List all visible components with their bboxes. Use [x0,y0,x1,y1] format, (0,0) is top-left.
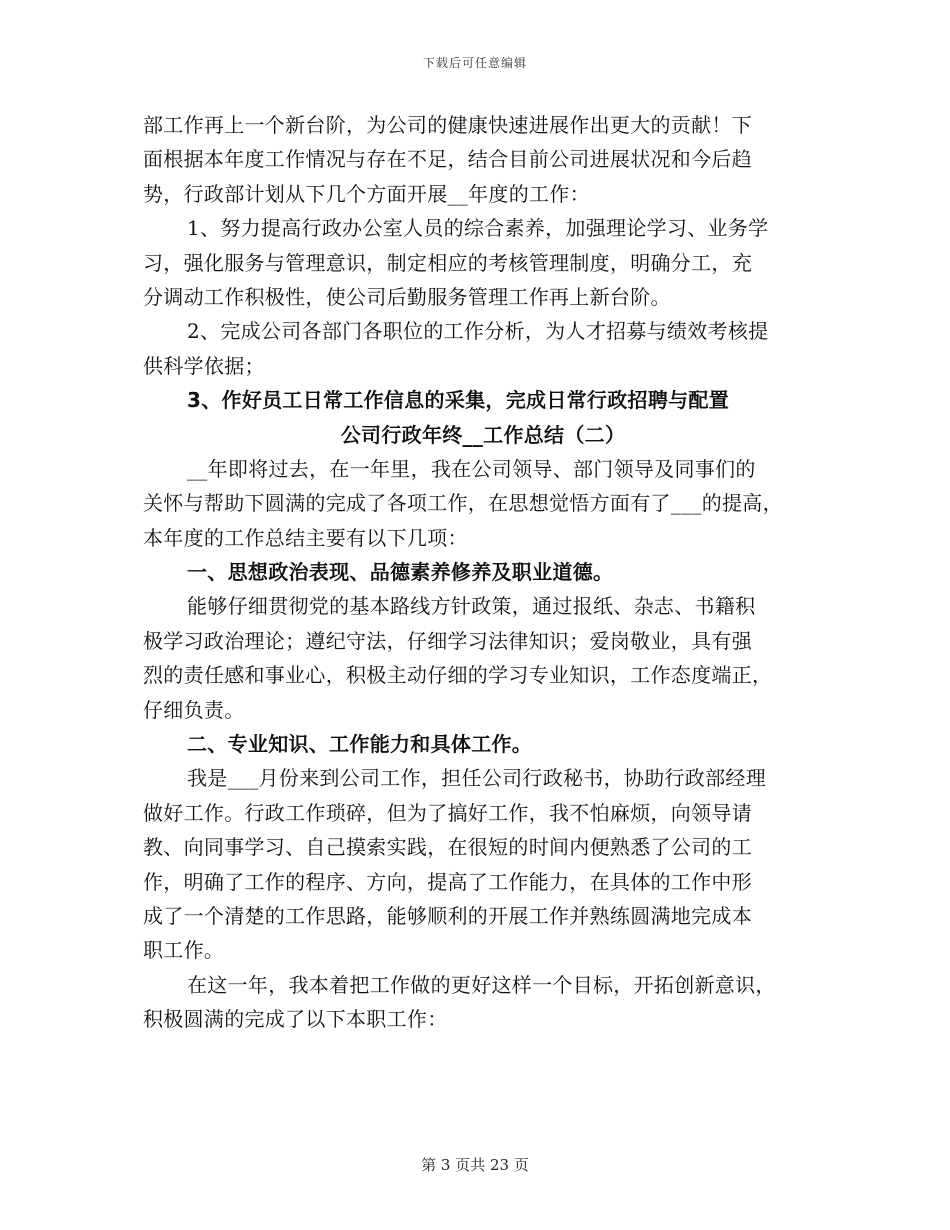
text-line: 仔细负责。 [143,697,245,722]
text-line: 供科学依据； [143,353,265,378]
text-line: 本年度的工作总结主要有以下几项： [143,525,468,550]
text-line: 极学习政治理论；遵纪守法，仔细学习法律知识；爱岗敬业，具有强 [143,628,752,653]
text-line: 做好工作。行政工作琐碎，但为了搞好工作，我不怕麻烦，向领导请 [143,800,752,825]
text-line: 关怀与帮助下圆满的完成了各项工作，在思想觉悟方面有了___的提高， [143,491,783,516]
document-body [143,108,823,1037]
bold-item-line: 3、作好员工日常工作信息的采集，完成日常行政招聘与配置 [187,388,730,413]
page-header: 下载后可任意编辑 [422,56,527,70]
text-line: 积极圆满的完成了以下本职工作： [143,1007,448,1032]
text-line: 1、努力提高行政办公室人员的综合素养，加强理论学习、业务学 [187,216,769,241]
text-line: 面根据本年度工作情况与存在不足，结合目前公司进展状况和今后趋 [143,147,752,172]
section-heading: 一、思想政治表现、品德素养修养及职业道德。 [187,560,614,585]
text-line: 我是___月份来到公司工作，担任公司行政秘书，协助行政部经理 [187,766,766,791]
text-line: 能够仔细贯彻党的基本路线方针政策，通过报纸、杂志、书籍积 [187,594,756,619]
text-line: 习，强化服务与管理意识，制定相应的考核管理制度，明确分工，充 [143,250,752,275]
text-line: 成了一个清楚的工作思路，能够顺利的开展工作并熟练圆满地完成本 [143,903,752,928]
text-line: 职工作。 [143,938,225,963]
text-line: 在这一年，我本着把工作做的更好这样一个目标，开拓创新意识， [187,972,776,997]
section-title: 公司行政年终__工作总结（二） [340,422,626,447]
text-line: 2、完成公司各部门各职位的工作分析，为人才招募与绩效考核提 [187,319,769,344]
text-line: 作，明确了工作的程序、方向，提高了工作能力，在具体的工作中形 [143,869,752,894]
text-line: 部工作再上一个新台阶，为公司的健康快速进展作出更大的贡献！下 [143,113,752,137]
text-line: __年即将过去，在一年里，我在公司领导、部门领导及同事们的 [187,456,756,481]
text-line: 烈的责任感和事业心，积极主动仔细的学习专业知识，工作态度端正， [143,663,773,688]
text-line: 势，行政部计划从下几个方面开展__年度的工作： [143,181,590,206]
text-line: 教、向同事学习、自己摸索实践，在很短的时间内便熟悉了公司的工 [143,835,752,860]
text-line: 分调动工作积极性，使公司后勤服务管理工作再上新台阶。 [143,284,671,309]
page-footer: 第 3 页共 23 页 [421,1156,529,1174]
section-heading: 二、专业知识、工作能力和具体工作。 [187,732,533,757]
